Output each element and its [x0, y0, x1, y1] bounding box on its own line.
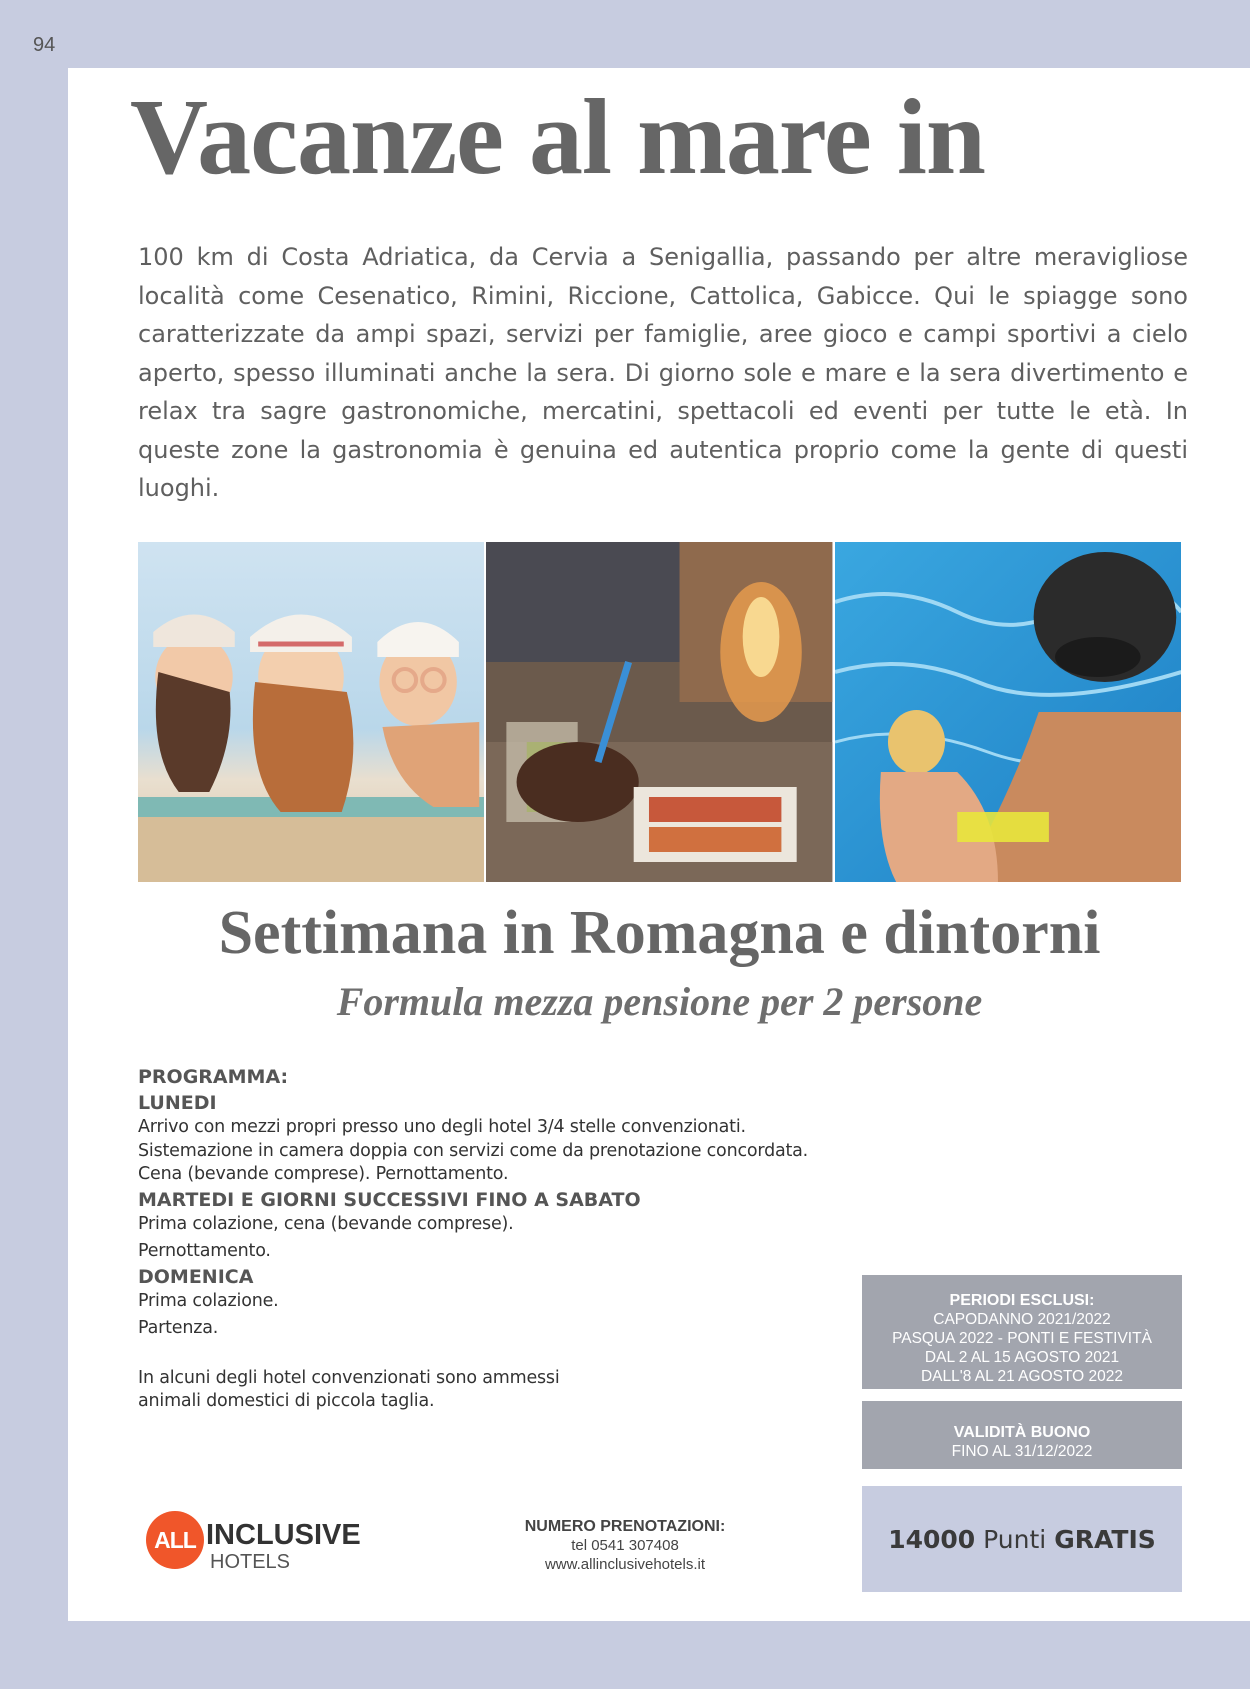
program-note: animali domestici di piccola taglia.	[138, 1391, 435, 1411]
validity-heading: VALIDITÀ BUONO	[953, 1424, 1091, 1441]
program-line: Sistemazione in camera doppia con servizi come da prenotazione concordata.	[138, 1140, 809, 1161]
program-line: Cena (bevande comprese). Pernottamento.	[138, 1164, 509, 1184]
program-line: Pernottamento.	[138, 1241, 271, 1261]
page-title: Vacanze al mare in	[130, 78, 985, 197]
offer-formula: Formula mezza pensione per 2 persone	[336, 979, 983, 1024]
booking-phone: tel 0541 307408	[571, 1537, 679, 1554]
program-line: Prima colazione.	[138, 1290, 279, 1311]
day-heading: LUNEDI	[138, 1092, 217, 1114]
program-section	[138, 1064, 878, 1414]
excluded-line: CAPODANNO 2021/2022	[933, 1311, 1111, 1328]
program-line: Partenza.	[138, 1318, 219, 1338]
offer-title: Settimana in Romagna e dintorni	[218, 899, 1101, 967]
booking-heading: NUMERO PRENOTAZIONI:	[524, 1518, 726, 1535]
points-box	[862, 1486, 1182, 1592]
logo-circle: ALL	[146, 1511, 204, 1569]
points-label: GRATIS	[1054, 1524, 1156, 1554]
booking-info	[490, 1517, 760, 1574]
booking-website[interactable]: www.allinclusivehotels.it	[544, 1556, 706, 1573]
intro-paragraph: 100 km di Costa Adriatica, da Cervia a Senigallia, passando per altre meravigliose località come Cesenatico, Rimini, Riccione, Cattolica, Gabicce. Qui le spiagge sono caratterizzate da ampi spazi, servizi per famiglie, aree gioco e campi sportivi a cielo aperto, spesso illuminati anche la sera. Di giorno sole e mare e la sera divertimento e relax tra sagre gastronomiche, mercatini, spettacoli ed eventi per tutte le età. In queste zone la gastronomia è genuina ed autentica proprio come la gente di questi luoghi.	[138, 243, 1188, 502]
excluded-heading: PERIODI ESCLUSI:	[949, 1292, 1095, 1309]
beach-girls-photo	[138, 542, 484, 882]
program-note: In alcuni degli hotel convenzionati sono ammessi	[138, 1367, 560, 1388]
excluded-line: DALL'8 AL 21 AGOSTO 2022	[920, 1368, 1123, 1385]
all-inclusive-logo	[146, 1511, 366, 1575]
validity-box	[862, 1401, 1182, 1469]
logo-name: INCLUSIVE	[206, 1519, 361, 1551]
excluded-line: PASQUA 2022 - PONTI E FESTIVITÀ	[892, 1330, 1152, 1347]
logo-sub: HOTELS	[210, 1551, 291, 1573]
points-amount: 14000	[888, 1524, 976, 1554]
photo-strip	[138, 542, 1181, 882]
excluded-line: DAL 2 AL 15 AGOSTO 2021	[924, 1349, 1120, 1366]
day-heading: MARTEDI E GIORNI SUCCESSIVI FINO A SABATO	[138, 1188, 641, 1211]
aperitivo-photo	[486, 542, 832, 882]
day-heading: DOMENICA	[138, 1265, 254, 1288]
points-unit: Punti	[983, 1524, 1047, 1554]
program-line: Arrivo con mezzi propri presso uno degli hotel 3/4 stelle convenzionati.	[138, 1117, 746, 1137]
pool-photo	[835, 542, 1181, 882]
excluded-periods-box	[862, 1275, 1182, 1389]
validity-line: FINO AL 31/12/2022	[951, 1443, 1093, 1460]
page-number: 94	[33, 34, 56, 56]
program-heading: PROGRAMMA:	[138, 1066, 289, 1088]
program-line: Prima colazione, cena (bevande comprese).	[138, 1213, 514, 1234]
